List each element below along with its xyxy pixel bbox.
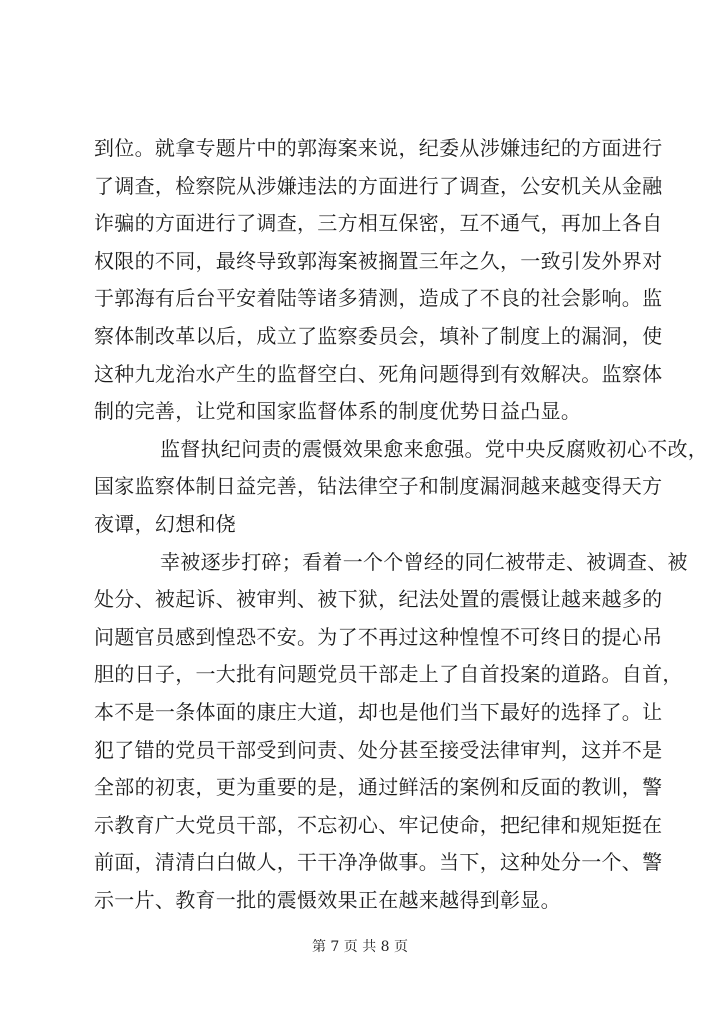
text-line: 本不是一条体面的康庄大道，却也是他们当下最好的选择了。让 xyxy=(94,699,663,724)
text-line: 示一片、教育一批的震慑效果正在越来越得到彰显。 xyxy=(94,887,561,912)
page-footer: 第 7 页 共 8 页 xyxy=(311,939,409,955)
text-line: 诈骗的方面进行了调查，三方相互保密，互不通气，再加上各自 xyxy=(94,211,663,236)
text-line: 全部的初衷，更为重要的是，通过鲜活的案例和反面的教训，警 xyxy=(94,775,663,800)
text-line: 了调查，检察院从涉嫌违法的方面进行了调查，公安机关从金融 xyxy=(94,173,663,198)
text-line: 问题官员感到惶恐不安。为了不再过这种惶惶不可终日的提心吊 xyxy=(94,624,663,649)
text-line: 权限的不同，最终导致郭海案被搁置三年之久，一致引发外界对 xyxy=(94,248,663,273)
paragraph-first-line: 监督执纪问责的震慑效果愈来愈强。党中央反腐败初心不改， xyxy=(160,436,709,461)
text-line: 察体制改革以后，成立了监察委员会，填补了制度上的漏洞，使 xyxy=(94,323,663,348)
text-line: 于郭海有后台平安着陆等诸多猜测，造成了不良的社会影响。监 xyxy=(94,286,663,311)
text-line: 国家监察体制日益完善，钻法律空子和制度漏洞越来越变得天方 xyxy=(94,474,663,499)
text-line: 制的完善，让党和国家监督体系的制度优势日益凸显。 xyxy=(94,399,582,424)
paragraph-first-line: 幸被逐步打碎；看着一个个曾经的同仁被带走、被调查、被 xyxy=(160,549,688,574)
text-line: 前面，清清白白做人，干干净净做事。当下，这种处分一个、警 xyxy=(94,850,663,875)
body-text xyxy=(94,130,709,919)
text-line: 这种九龙治水产生的监督空白、死角问题得到有效解决。监察体 xyxy=(94,361,663,386)
text-line: 犯了错的党员干部受到问责、处分甚至接受法律审判，这并不是 xyxy=(94,737,663,762)
text-line: 夜谭，幻想和侥 xyxy=(94,511,237,536)
text-line: 胆的日子，一大批有问题党员干部走上了自首投案的道路。自首， xyxy=(94,662,683,687)
text-line: 示教育广大党员干部，不忘初心、牢记使命，把纪律和规矩挺在 xyxy=(94,812,663,837)
text-line: 处分、被起诉、被审判、被下狱，纪法处置的震慑让越来越多的 xyxy=(94,587,663,612)
text-line: 到位。就拿专题片中的郭海案来说，纪委从涉嫌违纪的方面进行 xyxy=(94,136,663,160)
